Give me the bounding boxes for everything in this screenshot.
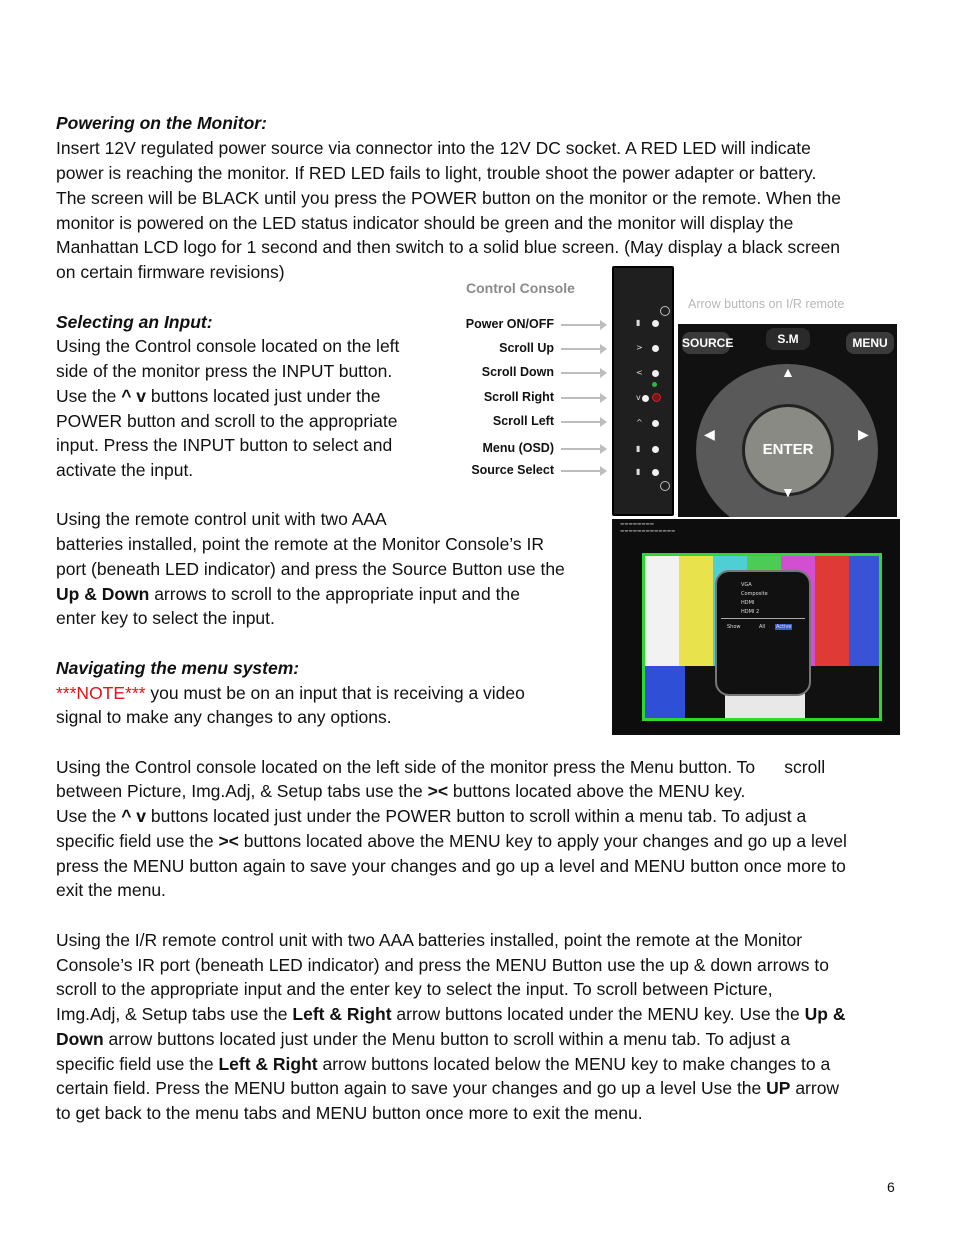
arrow-icon bbox=[561, 324, 605, 326]
arrow-right-icon[interactable]: ▶ bbox=[858, 426, 869, 442]
monitor-screen-photo bbox=[612, 519, 900, 735]
scroll-right-button[interactable] bbox=[642, 395, 649, 402]
osd-item[interactable]: HDMI bbox=[741, 600, 755, 606]
para-line: power is reaching the monitor. If RED LED fails to light, trouble shoot the power adapter or battery. bbox=[56, 163, 817, 183]
para-line: between Picture, Img.Adj, & Setup tabs use the >< buttons located above the MENU key. bbox=[56, 781, 746, 801]
arrow-icon bbox=[561, 421, 605, 423]
osd-show-active[interactable]: Active bbox=[776, 624, 792, 630]
para-line: exit the menu. bbox=[56, 880, 166, 900]
para-line: Manhattan LCD logo for 1 second and then switch to a solid blue screen. (May display a black screen bbox=[56, 237, 841, 257]
label-power: Power ON/OFF bbox=[465, 317, 554, 331]
green-led-icon bbox=[652, 382, 657, 387]
label-scroll-right: Scroll Right bbox=[483, 390, 554, 404]
heading-navigating-menu: Navigating the menu system: bbox=[56, 658, 300, 678]
down-glyph-icon: < bbox=[636, 368, 643, 377]
para-line: Using the remote control unit with two AAA bbox=[56, 509, 387, 529]
para-line: certain field. Press the MENU button again to save your changes and go up a level Use the UP arrow bbox=[56, 1078, 840, 1098]
note-label: ***NOTE*** bbox=[56, 683, 146, 703]
arrow-up-icon[interactable]: ▲ bbox=[781, 364, 795, 380]
para-line: signal to make any changes to any options. bbox=[56, 707, 392, 727]
sm-button[interactable]: S.M bbox=[766, 328, 810, 350]
para-line: on certain firmware revisions) bbox=[56, 262, 285, 282]
arrow-icon bbox=[561, 397, 605, 399]
para-line: POWER button and scroll to the appropriate bbox=[56, 411, 398, 431]
bar-bottom-blue bbox=[645, 666, 685, 721]
menu-button[interactable]: MENU bbox=[846, 332, 894, 354]
menu-button[interactable] bbox=[652, 446, 659, 453]
arrow-left-icon[interactable]: ◀ bbox=[704, 426, 715, 442]
menu-glyph-icon: ▮ bbox=[636, 444, 641, 453]
screw-icon bbox=[660, 481, 670, 491]
screen-fine-print-icon: ▬▬▬▬▬▬▬▬▬▬▬▬▬ bbox=[620, 529, 676, 534]
enter-button[interactable]: ENTER bbox=[742, 404, 834, 496]
para-line: to get back to the menu tabs and MENU button once more to exit the menu. bbox=[56, 1103, 643, 1123]
para-line: press the MENU button again to save your changes and go up a level and MENU button once more to bbox=[56, 856, 846, 876]
arrow-icon bbox=[561, 470, 605, 472]
para-line: monitor is powered on the LED status indicator should be green and the monitor will display the bbox=[56, 213, 794, 233]
osd-item[interactable]: VGA bbox=[741, 582, 752, 588]
label-scroll-up: Scroll Up bbox=[499, 341, 554, 355]
osd-show-label: Show bbox=[727, 624, 741, 630]
source-button[interactable] bbox=[652, 469, 659, 476]
osd-item[interactable]: HDMI 2 bbox=[741, 609, 760, 615]
para-line: Img.Adj, & Setup tabs use the Left & Right arrow buttons located under the MENU key. Use the Up & bbox=[56, 1004, 846, 1024]
para-line: Using the I/R remote control unit with two AAA batteries installed, point the remote at the Monitor bbox=[56, 930, 803, 950]
para-line: input. Press the INPUT button to select and bbox=[56, 435, 393, 455]
para-line: Use the ^ v buttons located just under the bbox=[56, 386, 381, 406]
scroll-down-button[interactable] bbox=[652, 370, 659, 377]
remote-photo bbox=[678, 324, 897, 517]
scroll-up-button[interactable] bbox=[652, 345, 659, 352]
bar-red bbox=[815, 556, 849, 666]
para-line: Using the Control console located on the left bbox=[56, 336, 400, 356]
control-console-title: Control Console bbox=[466, 280, 575, 296]
label-menu-osd: Menu (OSD) bbox=[482, 441, 554, 455]
bar-white bbox=[645, 556, 679, 666]
screen-fine-print-icon: ▬▬▬▬▬▬▬▬ bbox=[620, 522, 655, 527]
osd-menu bbox=[715, 570, 811, 696]
para-line: side of the monitor press the INPUT button. bbox=[56, 361, 393, 381]
arrow-icon bbox=[561, 448, 605, 450]
para-line: Down arrow buttons located just under the Menu button to scroll within a menu tab. To adjust a bbox=[56, 1029, 791, 1049]
page-number: 6 bbox=[887, 1179, 895, 1195]
screw-icon bbox=[660, 306, 670, 316]
para-line: Up & Down arrows to scroll to the appropriate input and the bbox=[56, 584, 520, 604]
bar-yellow bbox=[679, 556, 713, 666]
red-led-icon bbox=[652, 393, 661, 402]
right-glyph-icon: v bbox=[636, 393, 641, 402]
para-line: enter key to select the input. bbox=[56, 608, 275, 628]
power-button[interactable] bbox=[652, 320, 659, 327]
para-line: port (beneath LED indicator) and press the Source Button use the bbox=[56, 559, 565, 579]
bar-bottom-dark bbox=[805, 666, 882, 721]
para-line: scroll to the appropriate input and the enter key to select the input. To scroll between Picture, bbox=[56, 979, 773, 999]
para-line: Console’s IR port (beneath LED indicator) and press the MENU Button use the up & down arrows to bbox=[56, 955, 829, 975]
arrow-down-icon[interactable]: ▼ bbox=[781, 484, 795, 500]
remote-caption: Arrow buttons on I/R remote bbox=[688, 297, 845, 311]
bar-blue bbox=[849, 556, 882, 666]
osd-show-all[interactable]: All bbox=[759, 624, 766, 630]
power-glyph-icon: ▮ bbox=[636, 318, 641, 327]
arrow-icon bbox=[561, 372, 605, 374]
heading-selecting-input: Selecting an Input: bbox=[56, 312, 213, 332]
para-line: specific field use the Left & Right arrow buttons located below the MENU key to make changes to a bbox=[56, 1054, 831, 1074]
label-scroll-down: Scroll Down bbox=[481, 365, 554, 379]
left-glyph-icon: ^ bbox=[636, 418, 643, 427]
scroll-left-button[interactable] bbox=[652, 420, 659, 427]
note-line: ***NOTE*** you must be on an input that is receiving a video bbox=[56, 683, 525, 703]
heading-powering-on: Powering on the Monitor: bbox=[56, 113, 267, 133]
control-console-panel bbox=[612, 266, 674, 516]
para-line: Use the ^ v buttons located just under the POWER button to scroll within a menu tab. To adjust a bbox=[56, 806, 807, 826]
color-bars bbox=[642, 553, 882, 721]
label-scroll-left: Scroll Left bbox=[492, 414, 554, 428]
source-glyph-icon: ▮ bbox=[636, 467, 641, 476]
para-line: batteries installed, point the remote at the Monitor Console’s IR bbox=[56, 534, 544, 554]
para-line: Insert 12V regulated power source via connector into the 12V DC socket. A RED LED will indicate bbox=[56, 138, 811, 158]
label-source-select: Source Select bbox=[471, 463, 554, 477]
source-button[interactable]: SOURCE bbox=[682, 332, 730, 354]
osd-divider bbox=[721, 618, 805, 619]
para-line: activate the input. bbox=[56, 460, 194, 480]
osd-item[interactable]: Composite bbox=[741, 591, 768, 597]
arrow-icon bbox=[561, 348, 605, 350]
para-line: specific field use the >< buttons located above the MENU key to apply your changes and go up a level bbox=[56, 831, 847, 851]
up-glyph-icon: > bbox=[636, 343, 643, 352]
para-line: Using the Control console located on the left side of the monitor press the Menu button. To scroll bbox=[56, 757, 826, 777]
para-line: The screen will be BLACK until you press the POWER button on the monitor or the remote. When the bbox=[56, 188, 841, 208]
